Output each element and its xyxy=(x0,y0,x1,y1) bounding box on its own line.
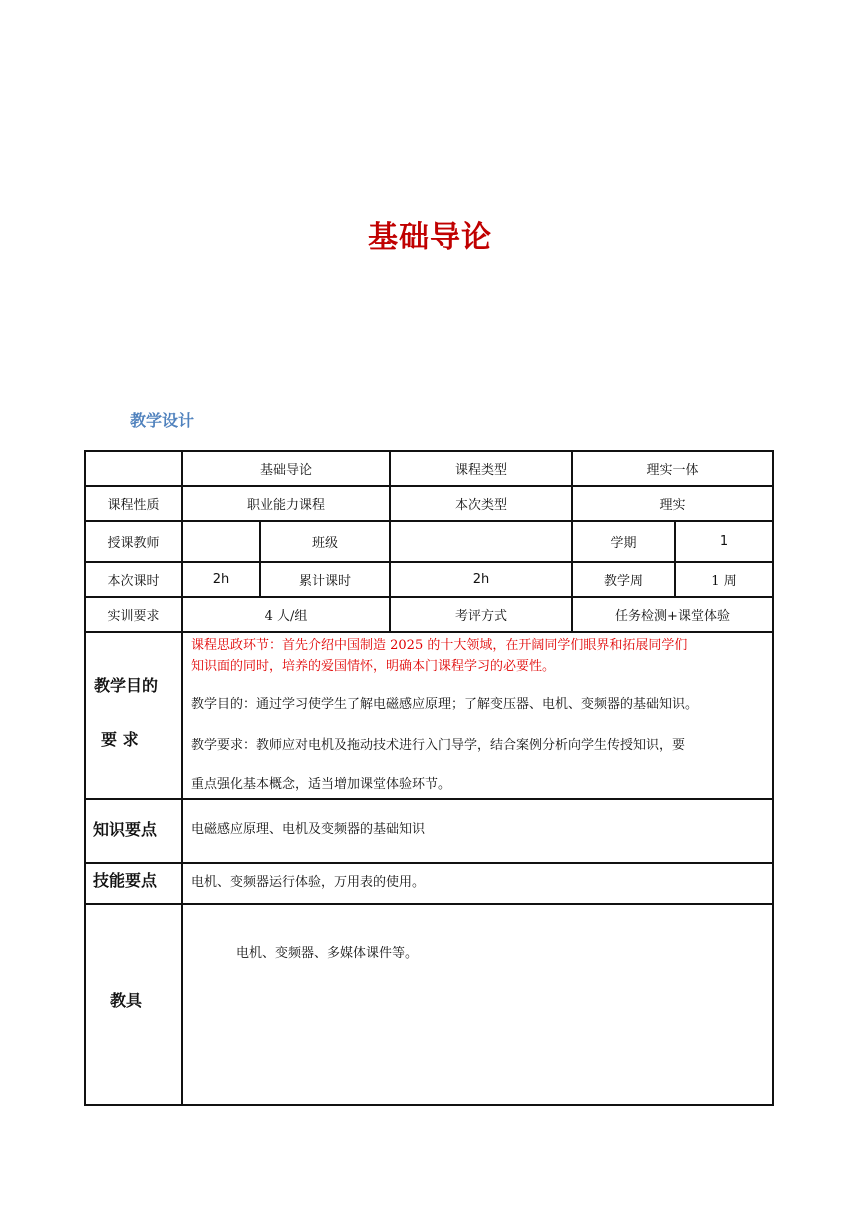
course-name-value: 基础导论 xyxy=(259,463,312,478)
ideology-text-line1: 课程思政环节：首先介绍中国制造 2025 的十大领域，在开阔同学们眼界和拓展同学们 xyxy=(191,638,688,653)
section-heading: 教学设计 xyxy=(130,411,195,430)
session-type-label: 本次类型 xyxy=(454,498,507,513)
knowledge-points-label: 知识要点 xyxy=(93,820,158,839)
skill-points-label: 技能要点 xyxy=(93,871,158,890)
class-value xyxy=(391,522,571,561)
ideology-text-line2: 知识面的同时，培养的爱国情怀，明确本门课程学习的必要性。 xyxy=(191,659,556,674)
training-requirement-value: 4 人/组 xyxy=(264,609,308,624)
course-type-label: 课程类型 xyxy=(454,463,507,478)
course-nature-label: 课程性质 xyxy=(107,498,160,513)
teaching-requirement-line2: 重点强化基本概念，适当增加课堂体验环节。 xyxy=(191,777,452,792)
term-label: 学期 xyxy=(610,536,637,551)
objectives-label-line2: 要 求 xyxy=(101,730,139,749)
assessment-value: 任务检测+课堂体验 xyxy=(615,609,730,624)
class-label: 班级 xyxy=(311,536,338,551)
document-title: 基础导论 xyxy=(368,220,492,255)
assessment-label: 考评方式 xyxy=(454,609,507,624)
skill-points-text: 电机、变频器运行体验，万用表的使用。 xyxy=(191,875,426,890)
objectives-label-line1: 教学目的 xyxy=(94,676,159,695)
course-nature-value: 职业能力课程 xyxy=(246,498,325,513)
session-hours-value: 2h xyxy=(212,572,230,587)
teaching-goal-text: 教学目的：通过学习使学生了解电磁感应原理；了解变压器、电机、变频器的基础知识。 xyxy=(191,697,699,712)
training-requirement-label: 实训要求 xyxy=(107,609,160,624)
cumulative-hours-value: 2h xyxy=(472,572,490,587)
cumulative-hours-label: 累计课时 xyxy=(298,574,351,589)
knowledge-points-text: 电磁感应原理、电机及变频器的基础知识 xyxy=(191,822,426,837)
teacher-value xyxy=(183,522,259,561)
teaching-requirement-line1: 教学要求：教师应对电机及拖动技术进行入门导学，结合案例分析向学生传授知识，要 xyxy=(191,738,686,753)
teacher-label: 授课教师 xyxy=(107,536,160,551)
teaching-week-value: 1 周 xyxy=(711,574,737,589)
course-type-value: 理实一体 xyxy=(646,463,699,478)
teaching-tools-label: 教具 xyxy=(110,991,143,1010)
term-value: 1 xyxy=(719,534,729,549)
session-hours-label: 本次课时 xyxy=(107,574,160,589)
session-type-value: 理实 xyxy=(659,498,686,513)
teaching-week-label: 教学周 xyxy=(603,574,643,589)
teaching-tools-text: 电机、变频器、多媒体课件等。 xyxy=(236,946,419,961)
